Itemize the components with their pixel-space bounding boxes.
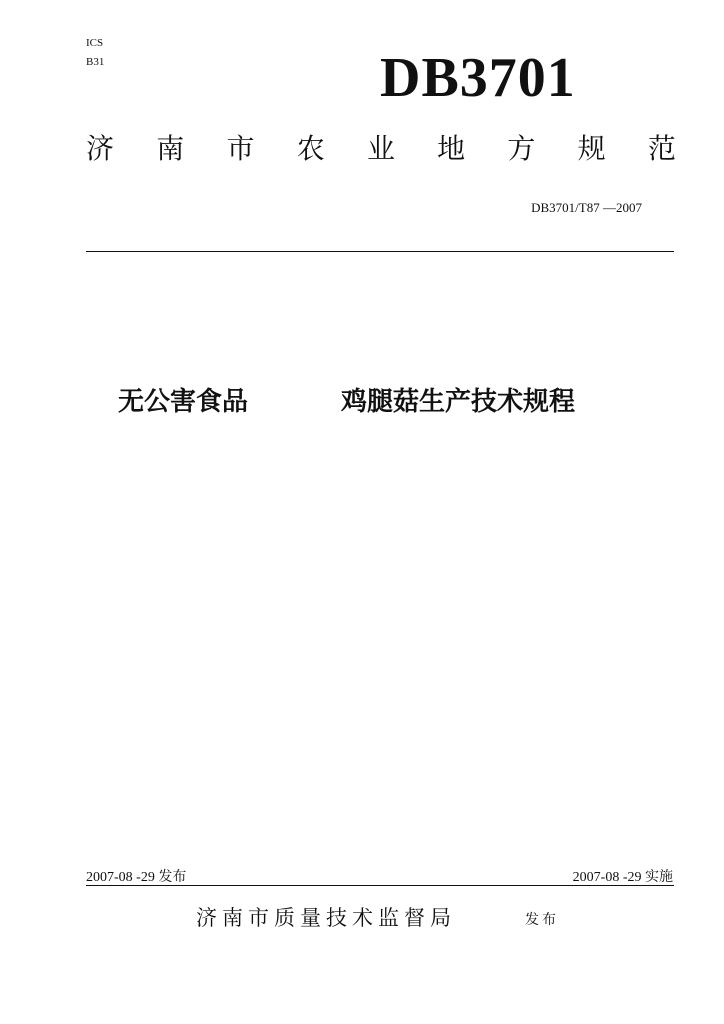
- header-divider: [86, 251, 674, 252]
- document-title-main: 鸡腿菇生产技术规程: [341, 387, 576, 417]
- standard-type-char: 济: [86, 132, 115, 165]
- document-title-category: 无公害食品: [118, 387, 249, 417]
- ics-label: ICS: [86, 37, 104, 49]
- standard-type-char: 地: [437, 132, 466, 165]
- standard-type: [86, 132, 676, 165]
- implementation-date: 2007-08 -29 实施: [572, 870, 673, 885]
- standard-number: DB3701/T87 —2007: [531, 200, 642, 215]
- standard-type-char: 范: [647, 132, 676, 165]
- standard-type-char: 业: [366, 132, 395, 165]
- ccs-code: B31: [86, 56, 105, 68]
- standard-type-char: 农: [296, 132, 325, 165]
- standard-type-char: 方: [507, 132, 536, 165]
- issuing-authority: 济南市质量技术监督局: [196, 906, 456, 930]
- standard-type-char: 南: [156, 132, 185, 165]
- standard-mark: DB3701: [380, 47, 576, 109]
- standard-type-char: 市: [226, 132, 255, 165]
- issue-label: 发布: [525, 912, 559, 928]
- standard-type-char: 规: [577, 132, 606, 165]
- issue-date: 2007-08 -29 发布: [86, 870, 187, 885]
- footer-divider: [86, 885, 674, 886]
